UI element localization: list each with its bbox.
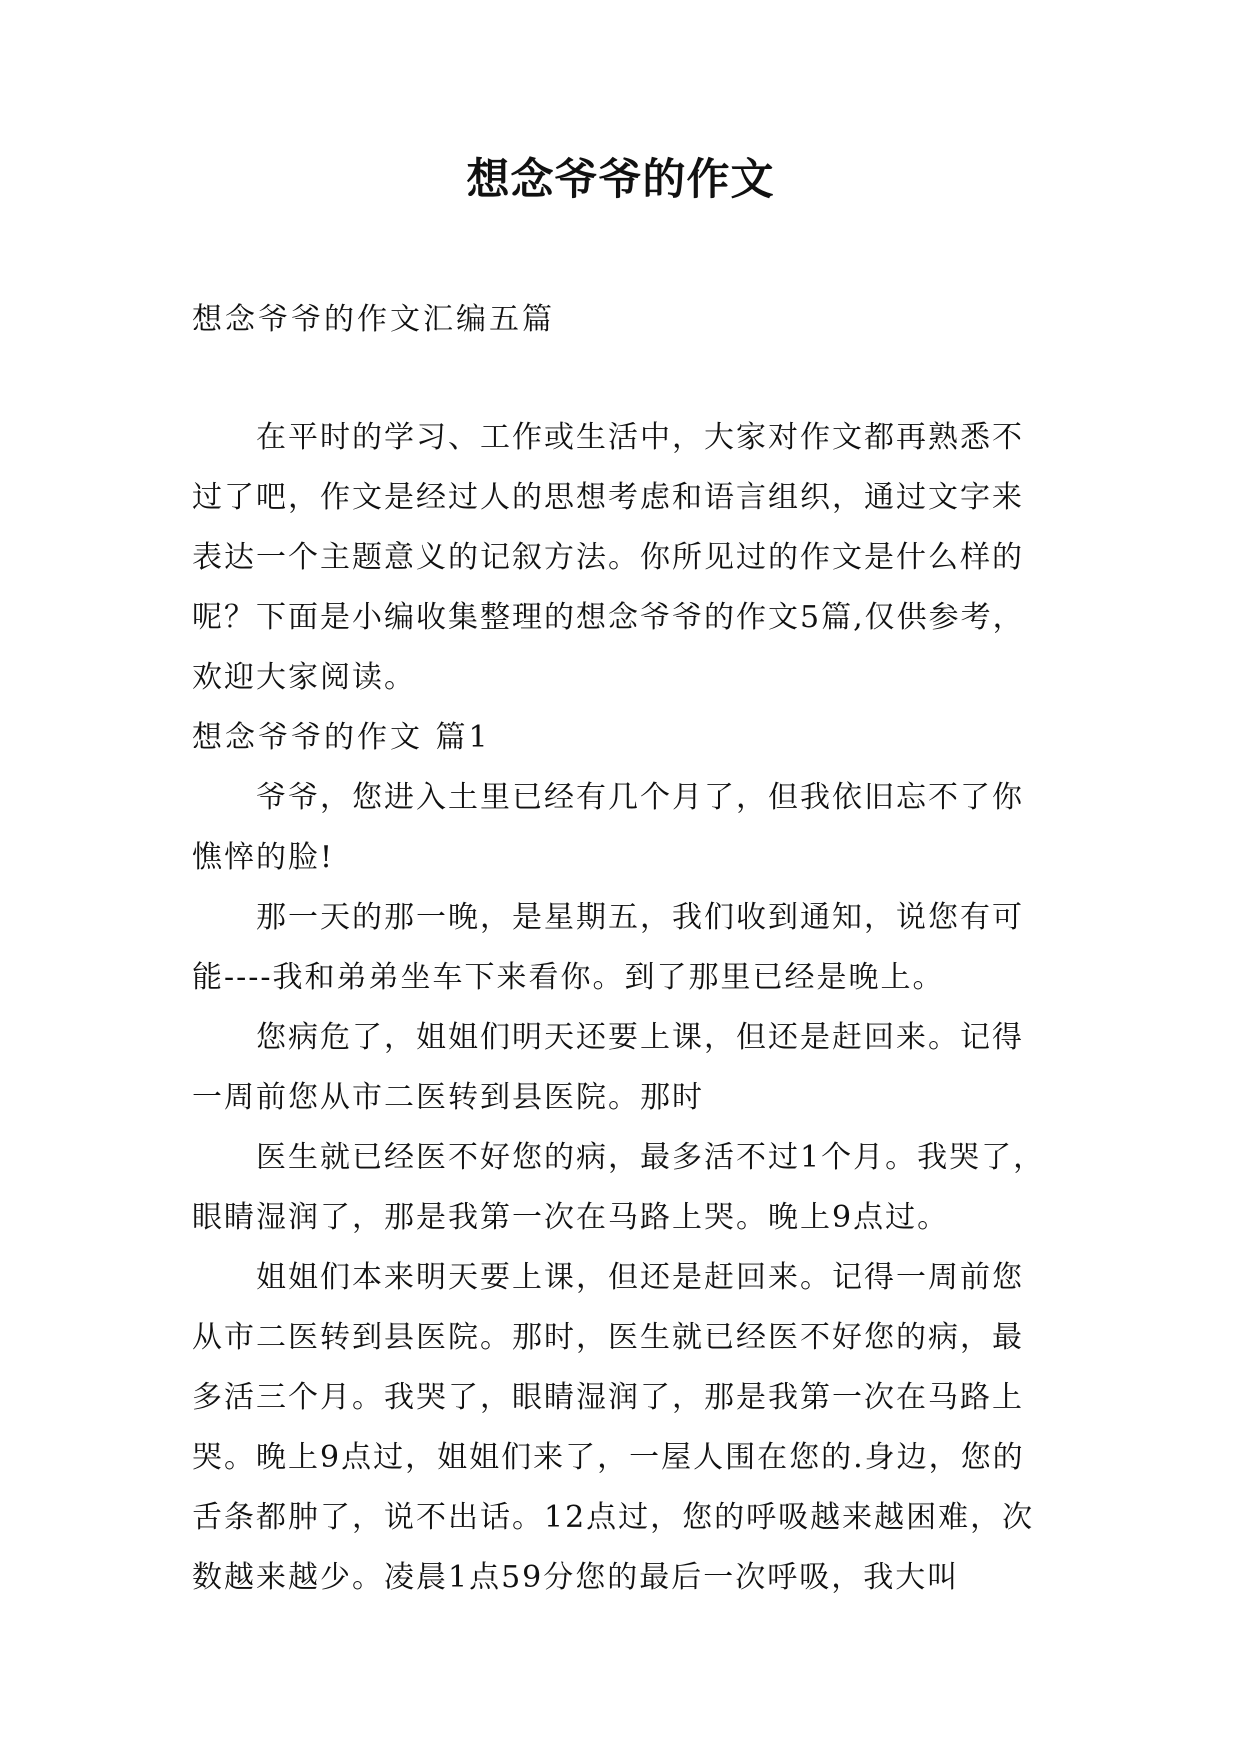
document-title: 想念爷爷的作文	[466, 155, 775, 205]
body-paragraph: 姐姐们本来明天要上课，但还是赶回来。记得一周前您从市二医转到县医院。那时，医生就已经医不好您的病，最多活三个月。我哭了，眼睛湿润了，那是我第一次在马路上哭。晚上9点过，姐姐们来了，一屋人围在您的.身边，您的舌条都肿了，说不出话。12点过，您的呼吸越来越困难，次数越来越少。凌晨1点59分您的最后一次呼吸，我大叫	[192, 1260, 1035, 1595]
document-body	[192, 408, 1052, 1608]
document-subtitle: 想念爷爷的作文汇编五篇	[192, 302, 555, 337]
body-paragraph: 那一天的那一晚，是星期五，我们收到通知，说您有可能----我和弟弟坐车下来看你。到了那里已经是晚上。	[192, 900, 1024, 995]
body-paragraph: 医生就已经医不好您的病，最多活不过1个月。我哭了，眼睛湿润了，那是我第一次在马路上哭。晚上9点过。	[192, 1140, 1046, 1235]
section-heading: 想念爷爷的作文 篇1	[192, 720, 491, 755]
body-paragraph: 您病危了，姐姐们明天还要上课，但还是赶回来。记得一周前您从市二医转到县医院。那时	[192, 1020, 1024, 1115]
body-paragraph: 爷爷，您进入土里已经有几个月了，但我依旧忘不了你憔悴的脸!	[192, 780, 1024, 875]
intro-paragraph: 在平时的学习、工作或生活中，大家对作文都再熟悉不过了吧，作文是经过人的思想考虑和语言组织，通过文字来表达一个主题意义的记叙方法。你所见过的作文是什么样的呢？下面是小编收集整理的想念爷爷的作文5篇,仅供参考，欢迎大家阅读。	[192, 420, 1025, 695]
